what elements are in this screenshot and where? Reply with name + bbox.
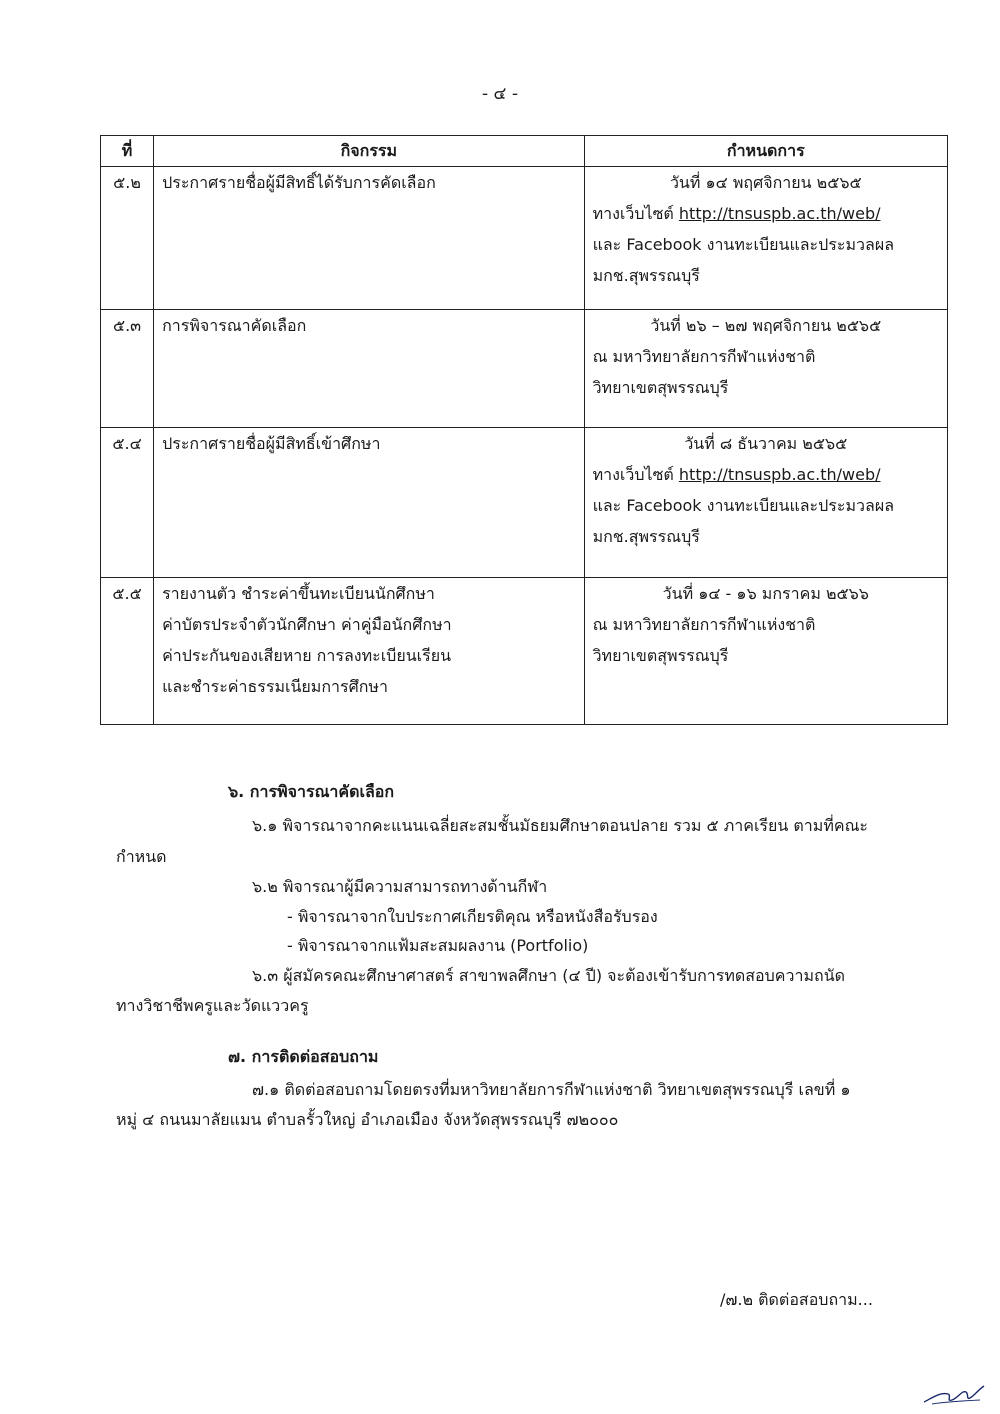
paragraph-line: ๗.๑ ติดต่อสอบถามโดยตรงที่มหาวิทยาลัยการกีฬาแห่งชาติ วิทยาเขตสุพรรณบุรี เลขที่ ๑ (252, 1080, 851, 1099)
table-header-row (101, 136, 948, 167)
website-prefix: ทางเว็บไซต์ (592, 465, 679, 484)
row-schedule (584, 167, 947, 310)
signature-mark (922, 1382, 986, 1408)
schedule-table (100, 135, 948, 725)
schedule-venue-line: ณ มหาวิทยาลัยการกีฬาแห่งชาติ (592, 347, 816, 366)
row-activity (154, 167, 585, 310)
activity-line: การพิจารณาคัดเลือก (162, 316, 307, 335)
row-schedule (584, 578, 947, 725)
website-link[interactable]: http://tnsuspb.ac.th/web/ (678, 204, 881, 223)
bullet-line: - พิจารณาจากใบประกาศเกียรติคุณ หรือหนังสือรับรอง (287, 907, 658, 926)
table-row (101, 310, 948, 428)
paragraph-line: ๖.๓ ผู้สมัครคณะศึกษาศาสตร์ สาขาพลศึกษา (๔ ปี) จะต้องเข้ารับการทดสอบความถนัด (252, 966, 846, 985)
row-number: ๕.๕ (101, 578, 154, 725)
row-activity (154, 428, 585, 578)
activity-line: ค่าบัตรประจำตัวนักศึกษา ค่าคู่มือนักศึกษา (162, 615, 452, 634)
website-prefix: ทางเว็บไซต์ (592, 204, 679, 223)
schedule-campus-line: วิทยาเขตสุพรรณบุรี (592, 378, 729, 397)
schedule-date: วันที่ ๒๖ – ๒๗ พฤศจิกายน ๒๕๖๕ (650, 316, 882, 335)
schedule-org-line: มกช.สุพรรณบุรี (592, 266, 700, 285)
header-no: ที่ (101, 136, 154, 167)
schedule-campus-line: วิทยาเขตสุพรรณบุรี (592, 646, 729, 665)
row-number: ๕.๔ (101, 428, 154, 578)
schedule-date: วันที่ ๑๔ - ๑๖ มกราคม ๒๕๖๖ (662, 584, 869, 603)
schedule-website-line (593, 198, 939, 229)
continuation-note: /๗.๒ ติดต่อสอบถาม... (720, 1290, 873, 1309)
schedule-facebook-line: และ Facebook งานทะเบียนและประมวลผล (592, 496, 895, 515)
paragraph-line: ๖.๑ พิจารณาจากคะแนนเฉลี่ยสะสมชั้นมัธยมศึกษาตอนปลาย รวม ๕ ภาคเรียน ตามที่คณะ (252, 816, 869, 835)
header-schedule: กำหนดการ (584, 136, 947, 167)
activity-line: และชำระค่าธรรมเนียมการศึกษา (162, 677, 388, 696)
website-link[interactable]: http://tnsuspb.ac.th/web/ (678, 465, 881, 484)
schedule-website-line (593, 459, 939, 490)
row-activity (154, 578, 585, 725)
row-number: ๕.๓ (101, 310, 154, 428)
row-schedule (584, 310, 947, 428)
schedule-venue-line: ณ มหาวิทยาลัยการกีฬาแห่งชาติ (592, 615, 816, 634)
schedule-org-line: มกช.สุพรรณบุรี (592, 527, 700, 546)
row-number: ๕.๒ (101, 167, 154, 310)
section-heading: ๖. การพิจารณาคัดเลือก (228, 782, 395, 801)
schedule-date: วันที่ ๑๔ พฤศจิกายน ๒๕๖๕ (669, 173, 862, 192)
row-activity (154, 310, 585, 428)
page-number: - ๔ - (482, 84, 518, 104)
table-row (101, 167, 948, 310)
bullet-line: - พิจารณาจากแฟ้มสะสมผลงาน (Portfolio) (287, 936, 589, 955)
table-row (101, 428, 948, 578)
activity-line: ประกาศรายชื่อผู้มีสิทธิ์ได้รับการคัดเลือก (162, 173, 436, 192)
paragraph-line: หมู่ ๔ ถนนมาลัยแมน ตำบลรั้วใหญ่ อำเภอเมือง จังหวัดสุพรรณบุรี ๗๒๐๐๐ (116, 1110, 619, 1129)
paragraph-line: ๖.๒ พิจารณาผู้มีความสามารถทางด้านกีฬา (252, 877, 548, 896)
table-row (101, 578, 948, 725)
schedule-facebook-line: และ Facebook งานทะเบียนและประมวลผล (592, 235, 895, 254)
section-heading: ๗. การติดต่อสอบถาม (228, 1047, 379, 1066)
schedule-date: วันที่ ๘ ธันวาคม ๒๕๖๕ (684, 434, 848, 453)
paragraph-line: ทางวิชาชีพครูและวัดแววครู (116, 996, 309, 1015)
paragraph-line: กำหนด (116, 847, 167, 866)
activity-line: รายงานตัว ชำระค่าขึ้นทะเบียนนักศึกษา (162, 584, 435, 603)
header-activity: กิจกรรม (154, 136, 585, 167)
activity-line: ประกาศรายชื่อผู้มีสิทธิ์เข้าศึกษา (162, 434, 381, 453)
activity-line: ค่าประกันของเสียหาย การลงทะเบียนเรียน (162, 646, 452, 665)
row-schedule (584, 428, 947, 578)
